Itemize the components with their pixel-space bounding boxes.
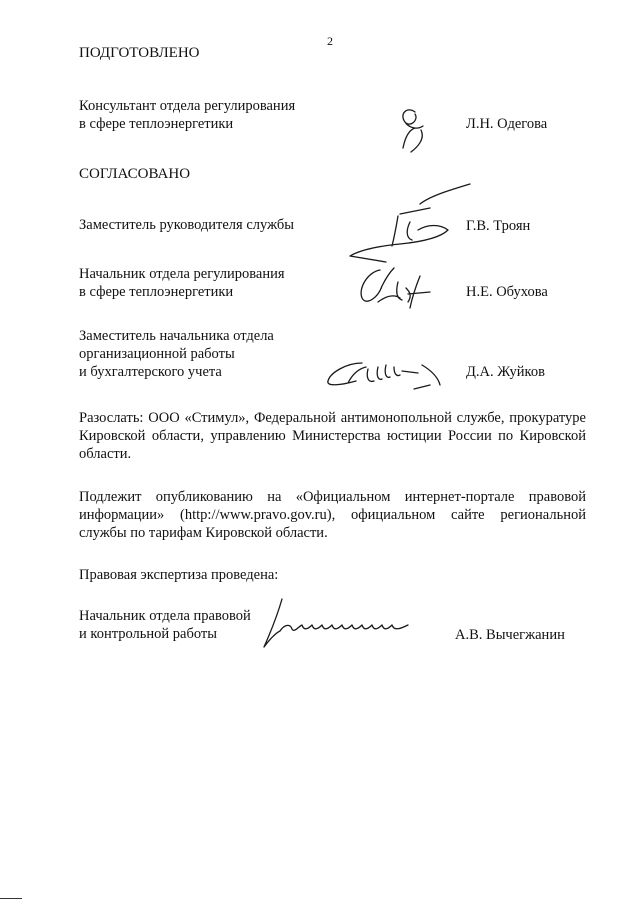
signature-obukhova	[350, 258, 440, 313]
signature-odegova	[385, 100, 445, 155]
position-line: и бухгалтерского учета	[79, 364, 222, 380]
position-line: Заместитель руководителя службы	[79, 217, 295, 233]
position-line: в сфере теплоэнергетики	[79, 284, 234, 300]
position-line: организационной работы	[79, 346, 235, 362]
prepared-position	[79, 97, 295, 133]
signature-troyan	[340, 178, 480, 263]
agreed-name-1: Г.В. Троян	[466, 218, 531, 234]
page-edge-mark	[0, 898, 22, 899]
prepared-heading: ПОДГОТОВЛЕНО	[79, 45, 200, 61]
position-line: Начальник отдела регулирования	[79, 266, 285, 282]
signature-zhuykov	[322, 355, 452, 395]
agreed-heading: СОГЛАСОВАНО	[79, 166, 191, 182]
position-line: в сфере теплоэнергетики	[79, 116, 234, 132]
publication-paragraph: Подлежит опубликованию на «Официальном интернет-портале правовой информации» (http://www.pravo.gov.ru), официальном сайте региональной службы по тарифам Кировской области.	[79, 489, 586, 541]
position-line: и контрольной работы	[79, 626, 217, 642]
distribution-paragraph: Разослать: ООО «Стимул», Федеральной антимонопольной службе, прокуратуре Кировской области, управлению Министерства юстиции России по Кировской области.	[79, 410, 586, 462]
legal-review-statement: Правовая экспертиза проведена:	[79, 567, 279, 583]
position-line: Консультант отдела регулирования	[79, 98, 296, 114]
page-number: 2	[327, 34, 333, 48]
signature-vychegzhanin	[250, 595, 420, 650]
agreed-name-3: Д.А. Жуйков	[466, 364, 545, 380]
position-line: Начальник отдела правовой	[79, 608, 251, 624]
agreed-name-2: Н.Е. Обухова	[466, 284, 548, 300]
agreed-position-2	[79, 265, 285, 301]
agreed-position-1	[79, 216, 294, 234]
agreed-position-3	[79, 327, 274, 381]
legal-review-name: А.В. Вычегжанин	[455, 627, 565, 643]
legal-review-position	[79, 607, 251, 643]
position-line: Заместитель начальника отдела	[79, 328, 274, 344]
prepared-name: Л.Н. Одегова	[466, 116, 548, 132]
